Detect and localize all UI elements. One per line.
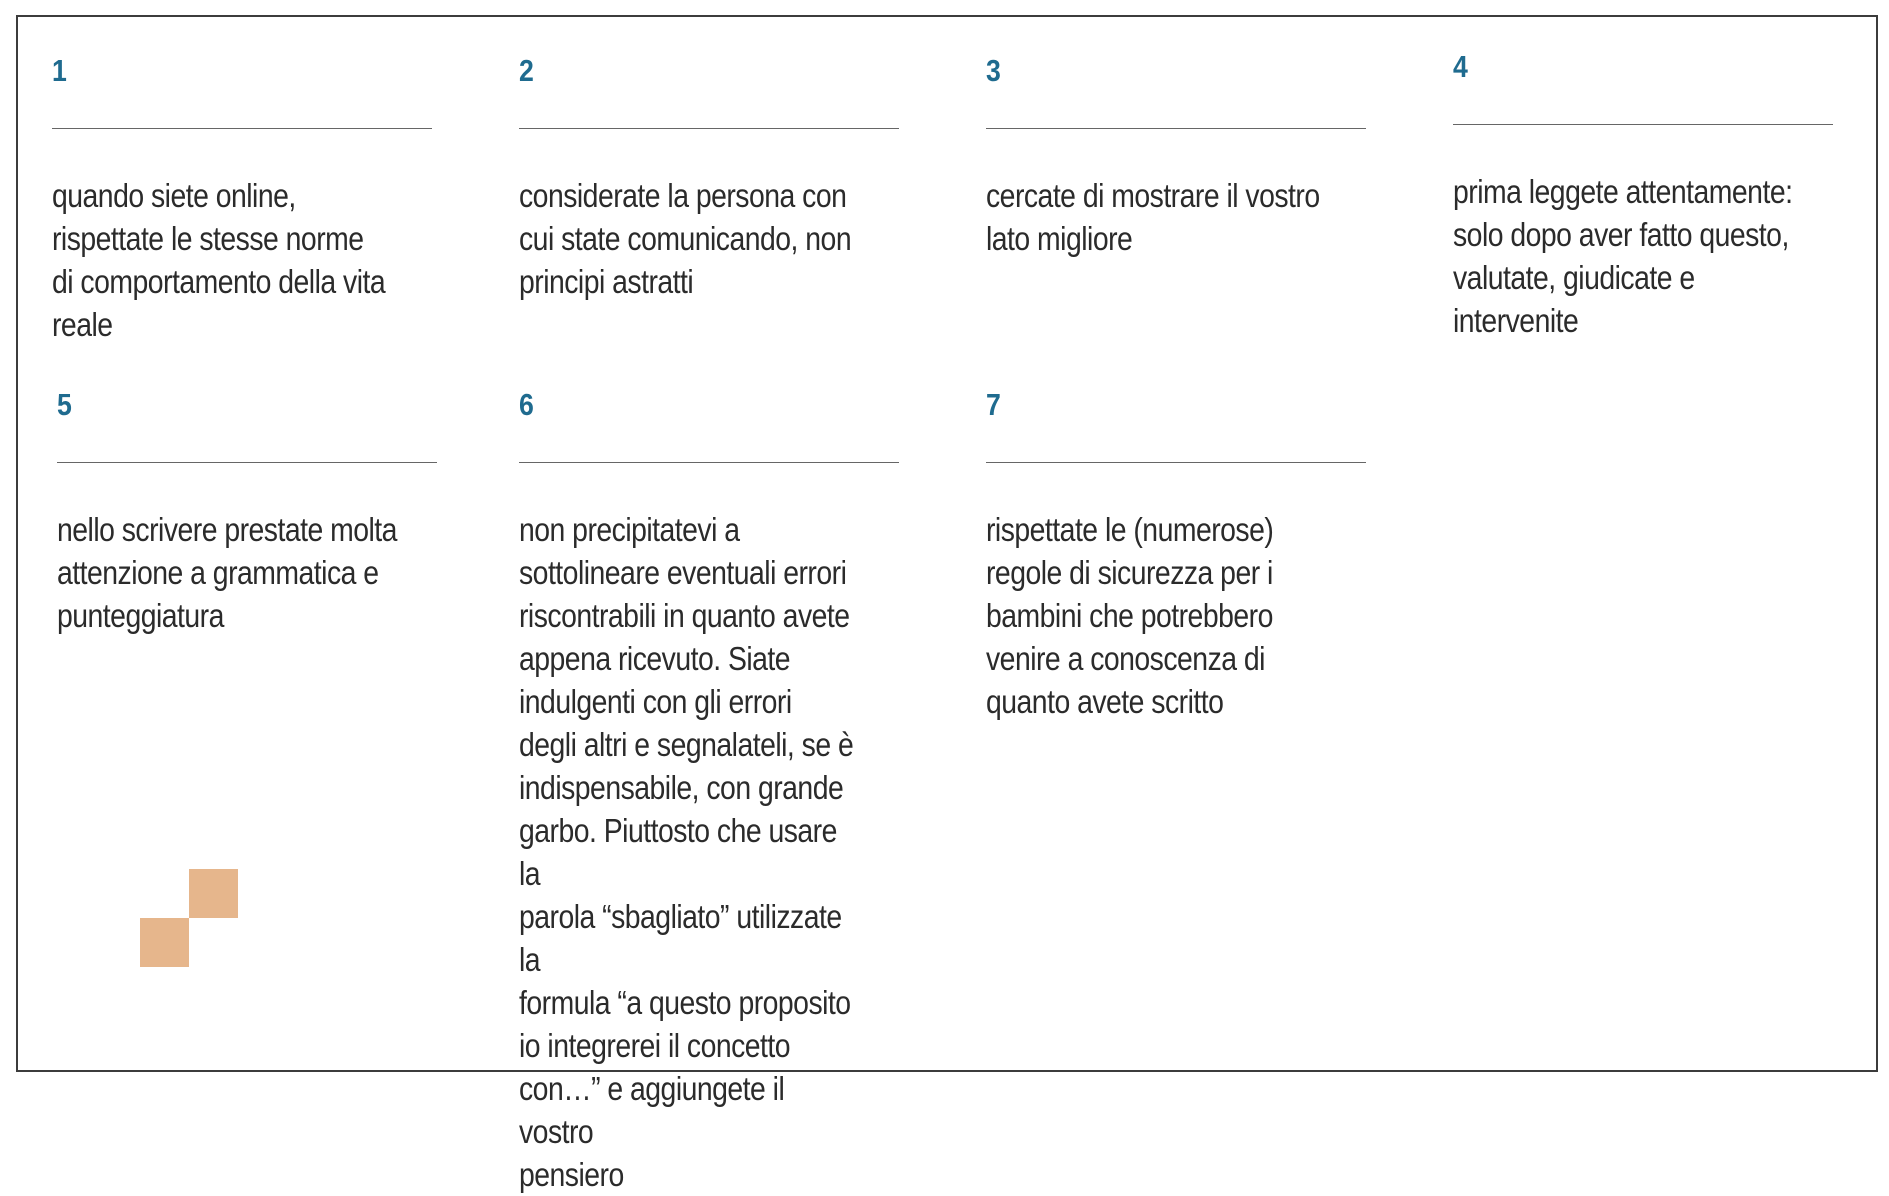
divider — [52, 128, 432, 129]
rule-text: quando siete online, rispettate le stesse norme di comportamento della vita reale — [52, 177, 386, 343]
rule-item-1 — [52, 53, 432, 343]
divider — [1453, 124, 1833, 125]
rule-text: rispettate le (numerose) regole di sicurezza per i bambini che potrebbero venire a conoscenza di quanto avete scritto — [986, 511, 1274, 720]
rule-number: 7 — [986, 387, 1001, 422]
decorative-square-top — [189, 869, 238, 918]
rule-item-2 — [519, 53, 899, 300]
rule-item-6 — [519, 387, 899, 1193]
rule-text: prima leggete attentamente: solo dopo aver fatto questo, valutate, giudicate e intervenite — [1453, 173, 1793, 339]
divider — [57, 462, 437, 463]
rule-item-4 — [1453, 49, 1833, 339]
rule-text: nello scrivere prestate molta attenzione a grammatica e punteggiatura — [57, 511, 397, 634]
divider — [519, 128, 899, 129]
rule-number: 2 — [519, 53, 534, 88]
rule-item-3 — [986, 53, 1366, 257]
divider — [986, 128, 1366, 129]
rule-text: cercate di mostrare il vostro lato migliore — [986, 177, 1320, 257]
decorative-square-bottom — [140, 918, 189, 967]
rule-item-5 — [57, 387, 437, 634]
rule-number: 3 — [986, 53, 1001, 88]
rule-number: 5 — [57, 387, 72, 422]
rule-number: 6 — [519, 387, 534, 422]
rule-item-7 — [986, 387, 1366, 720]
divider — [986, 462, 1366, 463]
rule-text: non precipitatevi a sottolineare eventuali errori riscontrabili in quanto avete appena ricevuto. Siate indulgenti con gli errori degli altri e segnalateli, se è indispensabile, con grande garbo. Piuttosto che usare la parola “sbagliato” utilizzate la formula “a questo proposito io integrerei il concetto con…” e aggiungete il vostro pensiero — [519, 511, 854, 1193]
rule-number: 4 — [1453, 49, 1468, 84]
divider — [519, 462, 899, 463]
rule-text: considerate la persona con cui state comunicando, non principi astratti — [519, 177, 852, 300]
rule-number: 1 — [52, 53, 67, 88]
